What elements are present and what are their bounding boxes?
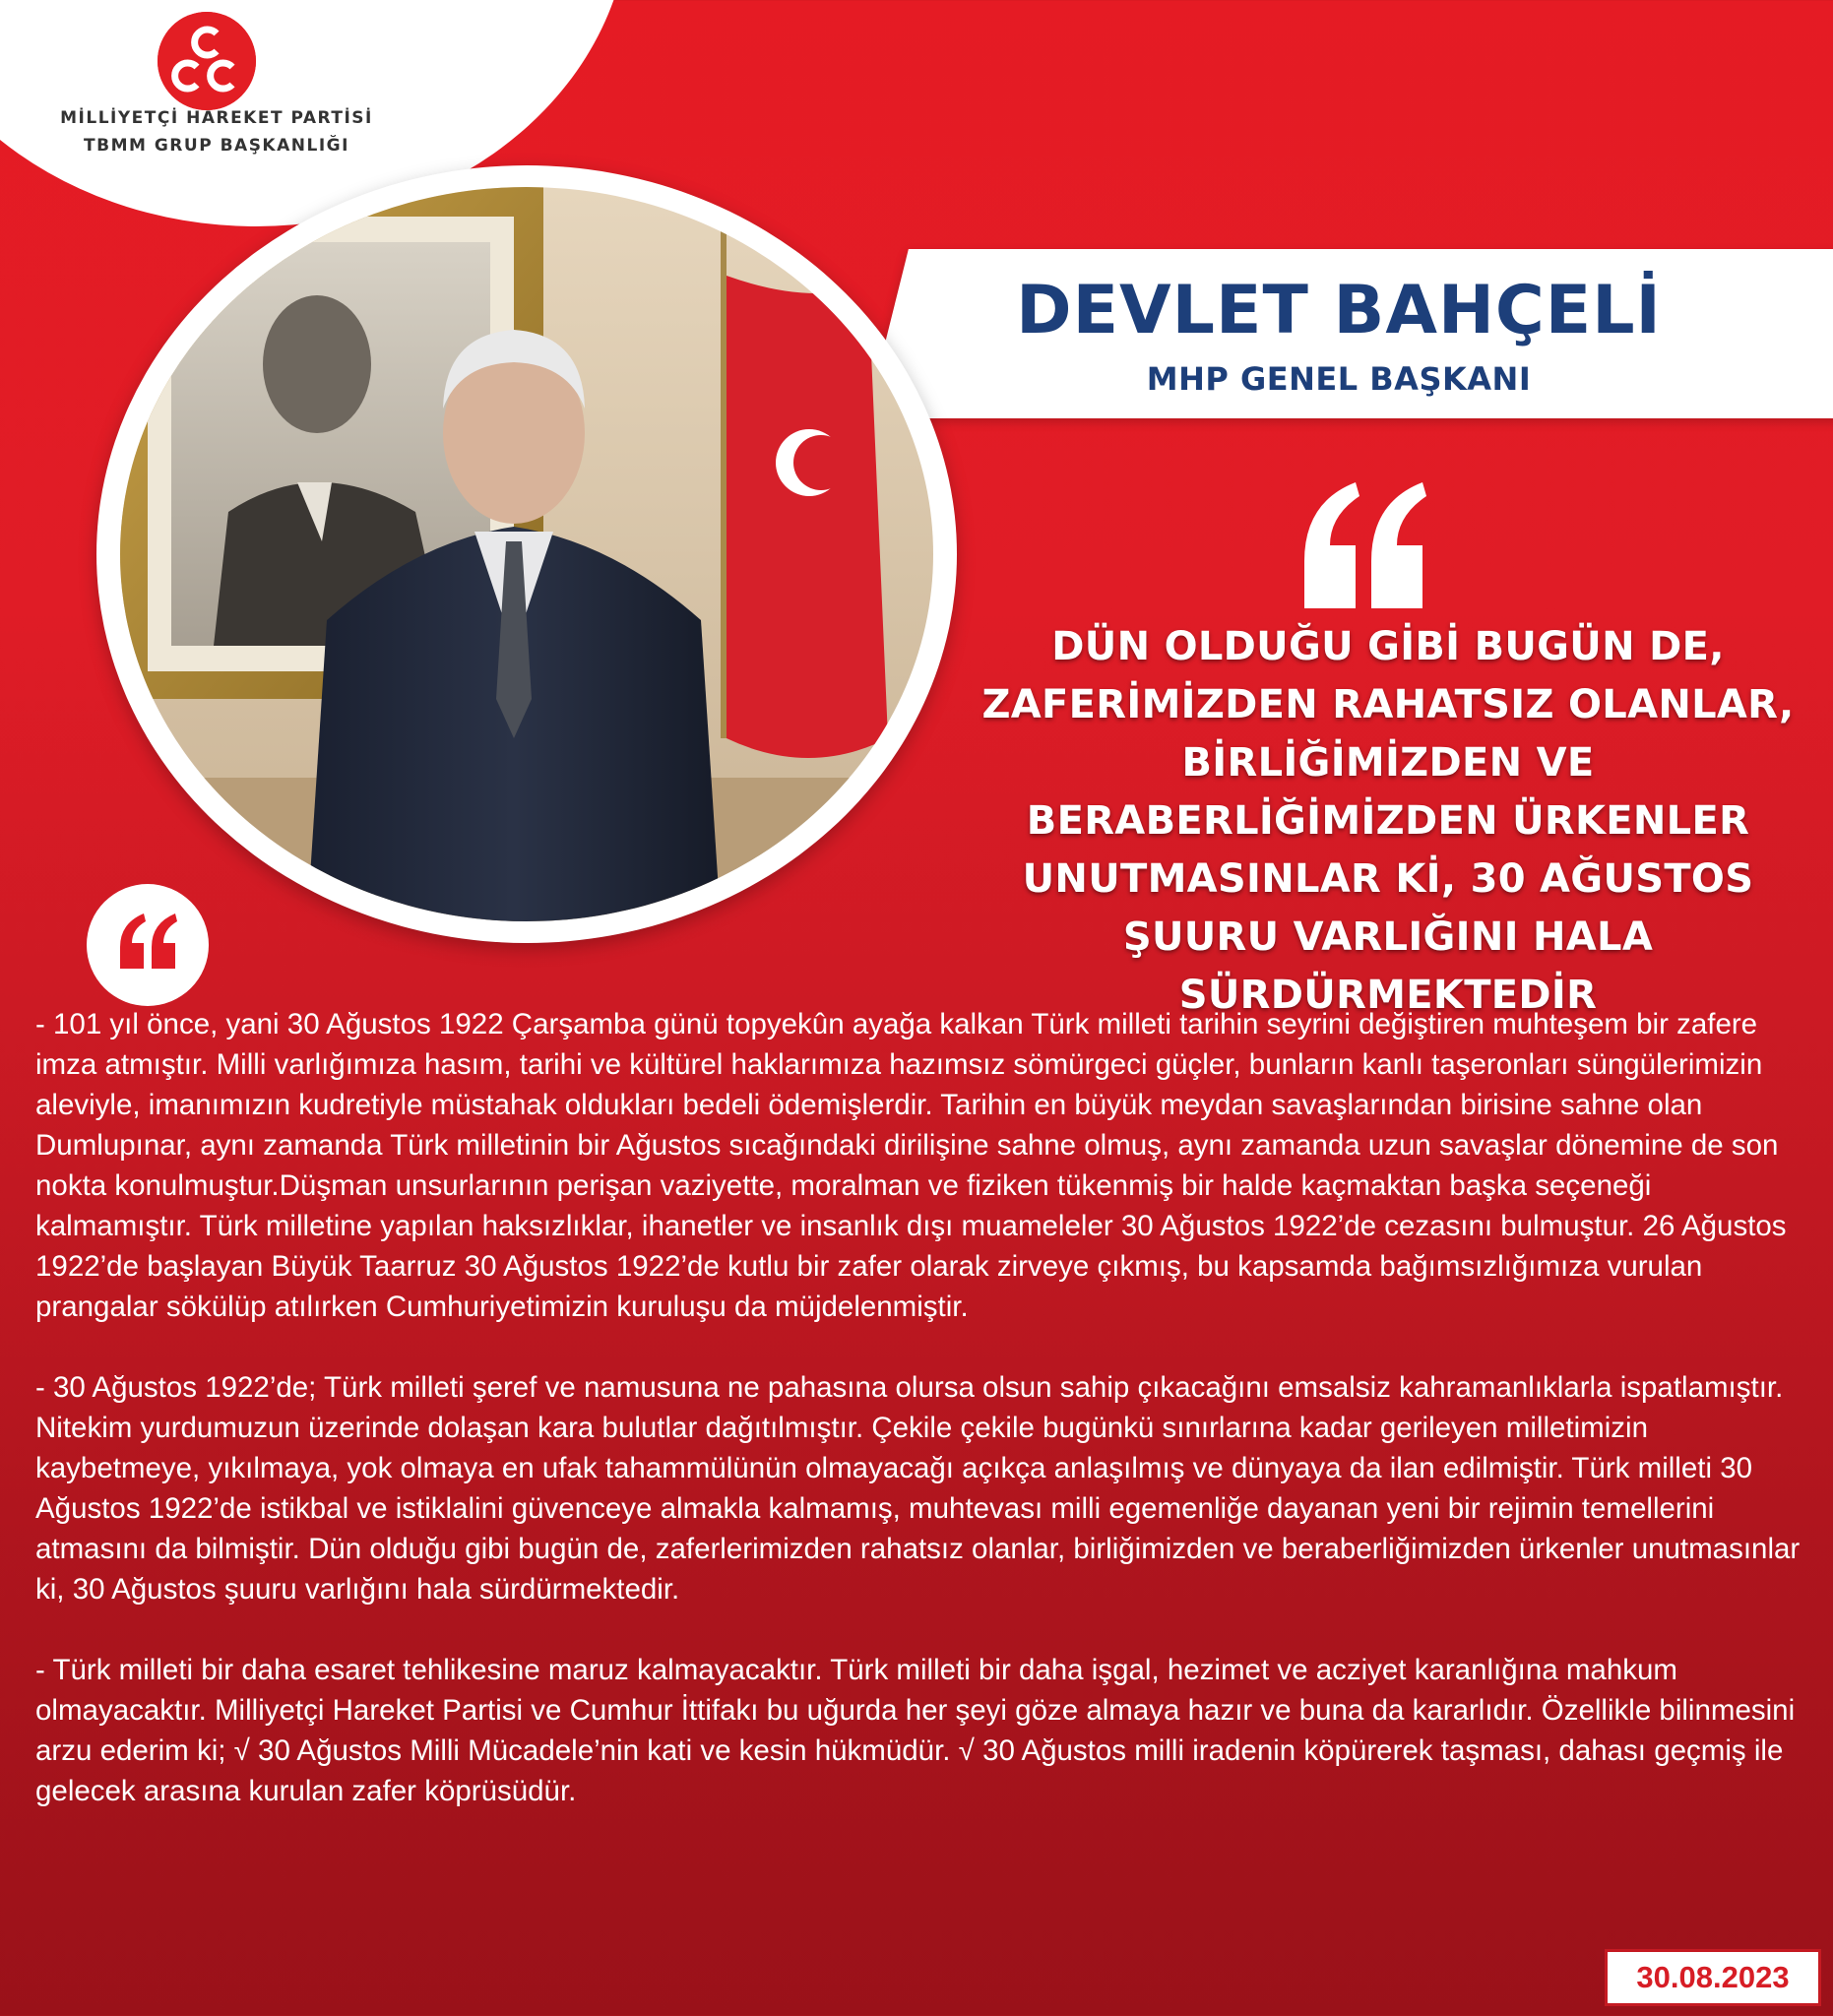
paragraph-2: - 30 Ağustos 1922’de; Türk milleti şeref ve namusuna ne pahasına olursa olsun sahip çıkacağını emsalsiz kahramanlıklarla ispatlamıştır. Nitekim yurdumuzun üzerinde dolaşan kara bulutlar dağıtılmıştır. Çekile çekile bugünkü sınırlarına kadar gerileyen milletimizin kaybetmeye, yıkılmaya, yok olmaya en ufak tahammülünün olmayacağı açıkça anlaşılmış ve dünyaya da ilan edilmiştir. Türk milleti 30 Ağustos 1922’de istikbal ve istiklalini güvenceye almakla kalmamış, muhtevası milli egemenliğe dayanan yeni bir rejimin temellerini atmasını da bilmiştir. Dün olduğu gibi bugün de, zaferlerimizden rahatsız olanlar, birliğimizden ve beraberliğimizden ürkenler unutmasınlar ki, 30 Ağustos şuuru varlığını hala sürdürmektedir. bbox=[35, 1371, 1801, 1606]
quote-mark-small-icon bbox=[87, 884, 209, 1006]
party-name: MİLLİYETÇİ HAREKET PARTİSİ bbox=[60, 108, 373, 128]
date-badge: 30.08.2023 bbox=[1605, 1949, 1821, 2006]
speaker-name: DEVLET BAHÇELİ bbox=[1016, 272, 1662, 349]
speaker-title: MHP GENEL BAŞKANI bbox=[1146, 360, 1532, 398]
quote-mark-icon bbox=[1295, 482, 1432, 610]
headline-quote: DÜN OLDUĞU GİBİ BUGÜN DE, ZAFERİMİZDEN RAHATSIZ OLANLAR, BİRLİĞİMİZDEN VE BERABERLİĞİMİZDEN ÜRKENLER UNUTMASINLAR Kİ, 30 AĞUSTOS ŞUURU VARLIĞINI HALA SÜRDÜRMEKTEDİR bbox=[981, 624, 1795, 1018]
statement-body bbox=[35, 1004, 1807, 1852]
speaker-photo bbox=[120, 187, 933, 921]
party-group-name: TBMM GRUP BAŞKANLIĞI bbox=[84, 136, 349, 156]
paragraph-3: - Türk milleti bir daha esaret tehlikesine maruz kalmayacaktır. Türk milleti bir daha işgal, hezimet ve acziyet karanlığına mahkum olmayacaktır. Milliyetçi Hareket Partisi ve Cumhur İttifakı bu uğurda her şeyi göze almaya hazır ve buna da kararlıdır. Özellikle bilinmesini arzu ederim ki; √ 30 Ağustos Milli Mücadele’nin kati ve kesin hükmüdür. √ 30 Ağustos milli iradenin köpürerek taşması, dahası geçmiş ile gelecek arasına kurulan zafer köprüsüdür. bbox=[35, 1654, 1796, 1807]
paragraph-1: - 101 yıl önce, yani 30 Ağustos 1922 Çarşamba günü topyekûn ayağa kalkan Türk milleti tarihin seyrini değiştiren muhteşem bir zafere imza atmıştır. Milli varlığımıza hasım, tarihi ve kültürel haklarımıza hazımsız sömürgeci güçler, bunların kanlı taşeronları süngülerimizin aleviyle, imanımızın kudretiyle müstahak oldukları bedeli ödemişlerdir. Tarihin en büyük meydan savaşlarından birisine sahne olan Dumlupınar, aynı zamanda Türk milletinin bir Ağustos sıcağındaki dirilişine sahne olmuş, aynı zamanda uzun savaşlar dönemine de son nokta konulmuştur.Düşman unsurlarının perişan vaziyette, moralman ve fiziken tükenmiş bir halde kaçmaktan başka seçeneği kalmamıştır. Türk milletine yapılan haksızlıklar, ihanetler ve insanlık dışı muameleler 30 Ağustos 1922’de cezasını bulmuştur. 26 Ağustos 1922’de başlayan Büyük Taarruz 30 Ağustos 1922’de kutlu bir zafer olarak zirveye çıkmış, bu kapsamda bağımsızlığımıza vurulan prangalar sökülüp atılırken Cumhuriyetimizin kuruluşu da müjdelenmiştir. bbox=[35, 1008, 1787, 1323]
party-logo bbox=[158, 12, 256, 110]
